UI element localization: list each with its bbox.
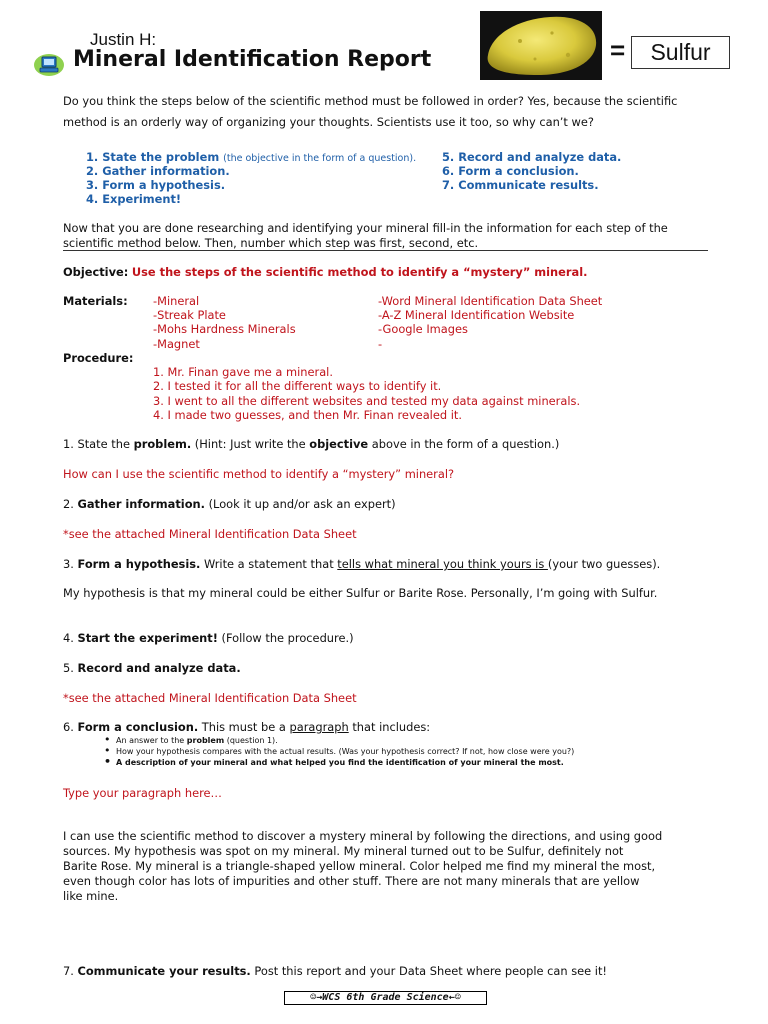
step-7: 7. Communicate results. bbox=[442, 178, 599, 192]
q5-num: 5. bbox=[63, 661, 78, 675]
q3-end: (your two guesses). bbox=[547, 557, 661, 571]
report-title: Mineral Identification Report bbox=[73, 47, 432, 72]
procedure-item-4: 4. I made two guesses, and then Mr. Finan revealed it. bbox=[153, 408, 462, 422]
intro-line-1 bbox=[63, 94, 713, 109]
question-2 bbox=[63, 497, 396, 512]
q4-num: 4. bbox=[63, 631, 78, 645]
q1-bold2: objective bbox=[309, 437, 369, 451]
divider bbox=[63, 250, 708, 251]
paragraph-line-4[interactable]: even though color has lots of impurities and other stuff. There are not many minerals that are yellow bbox=[63, 874, 640, 888]
materials-right-3: - bbox=[378, 337, 383, 351]
question-3 bbox=[63, 557, 660, 572]
q6-bold: Form a conclusion. bbox=[77, 720, 199, 734]
paragraph-line-2[interactable]: sources. My hypothesis was spot on my mineral. My mineral turned out to be Sulfur, definitely not bbox=[63, 844, 624, 858]
q6-num: 6. bbox=[63, 720, 78, 734]
intro-answer-b: method is an orderly way of organizing your thoughts. Scientists use it too, so why can’t we? bbox=[63, 115, 594, 129]
mineral-answer-box[interactable]: Sulfur bbox=[631, 36, 730, 69]
question-4 bbox=[63, 631, 354, 646]
question-7 bbox=[63, 964, 607, 979]
materials-right-2: -Google Images bbox=[378, 322, 468, 336]
answer-2[interactable]: *see the attached Mineral Identification Data Sheet bbox=[63, 527, 357, 541]
q3-bold: Form a hypothesis. bbox=[77, 557, 201, 571]
step-3: 3. Form a hypothesis. bbox=[86, 178, 226, 192]
q4-bold: Start the experiment! bbox=[77, 631, 218, 645]
q1-bold: problem. bbox=[133, 437, 192, 451]
paragraph-line-1[interactable]: I can use the scientific method to discover a mystery mineral by following the directions, and using good bbox=[63, 829, 663, 843]
bullet-1a: An answer to the bbox=[116, 736, 187, 745]
objective-text: Use the steps of the scientific method to identify a “mystery” mineral. bbox=[131, 265, 588, 279]
q6-underline: paragraph bbox=[289, 720, 349, 734]
bullet-2: • How your hypothesis compares with the actual results. (Was your hypothesis correct? If not, how close were you?) bbox=[104, 746, 724, 757]
materials-left-1: -Streak Plate bbox=[153, 308, 226, 322]
instructions-line-1: Now that you are done researching and identifying your mineral fill-in the information for each step of the bbox=[63, 221, 668, 235]
bullet-3: • A description of your mineral and what helped you find the identification of your mineral the most. bbox=[104, 757, 724, 768]
computer-logo-icon bbox=[33, 52, 67, 78]
materials-left-3: -Magnet bbox=[153, 337, 200, 351]
question-1 bbox=[63, 437, 559, 452]
materials-right-0: -Word Mineral Identification Data Sheet bbox=[378, 294, 603, 308]
answer-5[interactable]: *see the attached Mineral Identification Data Sheet bbox=[63, 691, 357, 705]
step-4: 4. Experiment! bbox=[86, 192, 182, 206]
paragraph-prompt: Type your paragraph here… bbox=[63, 786, 222, 800]
q1-end: above in the form of a question.) bbox=[368, 437, 560, 451]
q7-num: 7. bbox=[63, 964, 78, 978]
sulfur-photo bbox=[480, 11, 602, 80]
step-1-note: (the objective in the form of a question). bbox=[223, 153, 417, 164]
q5-bold: Record and analyze data. bbox=[77, 661, 241, 675]
intro-question: Do you think the steps below of the scientific method must be followed in order? bbox=[63, 94, 524, 108]
sulfur-rock-icon bbox=[480, 11, 602, 80]
bullet-1b: problem bbox=[186, 736, 225, 745]
materials-right-1: -A-Z Mineral Identification Website bbox=[378, 308, 575, 322]
q6-mid: This must be a bbox=[198, 720, 290, 734]
q7-bold: Communicate your results. bbox=[77, 964, 251, 978]
q3-underline: tells what mineral you think yours is bbox=[337, 557, 548, 571]
paragraph-line-3[interactable]: Barite Rose. My mineral is a triangle-shaped yellow mineral. Color helped me find my mineral the most, bbox=[63, 859, 656, 873]
step-2: 2. Gather information. bbox=[86, 164, 230, 178]
instructions-line-2: scientific method below. Then, number which step was first, second, etc. bbox=[63, 236, 479, 250]
q3-mid: Write a statement that bbox=[200, 557, 338, 571]
conclusion-bullets bbox=[104, 735, 724, 768]
q2-bold: Gather information. bbox=[77, 497, 205, 511]
footer-badge: ☺→WCS 6th Grade Science←☺ bbox=[284, 991, 487, 1005]
procedure-item-3: 3. I went to all the different websites and tested my data against minerals. bbox=[153, 394, 581, 408]
procedure-label: Procedure: bbox=[63, 351, 134, 365]
bullet-1 bbox=[104, 735, 724, 746]
q1-mid: (Hint: Just write the bbox=[191, 437, 310, 451]
objective-label: Objective: bbox=[63, 265, 129, 279]
step-1-label: 1. State the problem bbox=[86, 150, 220, 164]
objective-row bbox=[63, 265, 587, 280]
bullet-1c: (question 1). bbox=[224, 736, 278, 745]
equals-sign: = bbox=[610, 35, 626, 65]
q3-num: 3. bbox=[63, 557, 78, 571]
q7-end: Post this report and your Data Sheet where people can see it! bbox=[250, 964, 607, 978]
materials-label: Materials: bbox=[63, 294, 128, 308]
step-5: 5. Record and analyze data. bbox=[442, 150, 622, 164]
q6-end: that includes: bbox=[348, 720, 431, 734]
q1-num: 1. State the bbox=[63, 437, 134, 451]
question-5 bbox=[63, 661, 241, 676]
q2-num: 2. bbox=[63, 497, 78, 511]
materials-left-0: -Mineral bbox=[153, 294, 200, 308]
procedure-item-2: 2. I tested it for all the different ways to identify it. bbox=[153, 379, 442, 393]
question-6 bbox=[63, 720, 430, 735]
step-6: 6. Form a conclusion. bbox=[442, 164, 579, 178]
author-name: Justin H: bbox=[90, 30, 157, 49]
paragraph-line-5[interactable]: like mine. bbox=[63, 889, 119, 903]
q2-end: (Look it up and/or ask an expert) bbox=[204, 497, 396, 511]
answer-3[interactable]: My hypothesis is that my mineral could be either Sulfur or Barite Rose. Personally, I’m going with Sulfur. bbox=[63, 586, 658, 600]
procedure-item-1: 1. Mr. Finan gave me a mineral. bbox=[153, 365, 333, 379]
q4-end: (Follow the procedure.) bbox=[217, 631, 354, 645]
materials-left-2: -Mohs Hardness Minerals bbox=[153, 322, 296, 336]
intro-answer-a: Yes, because the scientific bbox=[527, 94, 678, 108]
answer-1[interactable]: How can I use the scientific method to identify a “mystery” mineral? bbox=[63, 467, 455, 481]
